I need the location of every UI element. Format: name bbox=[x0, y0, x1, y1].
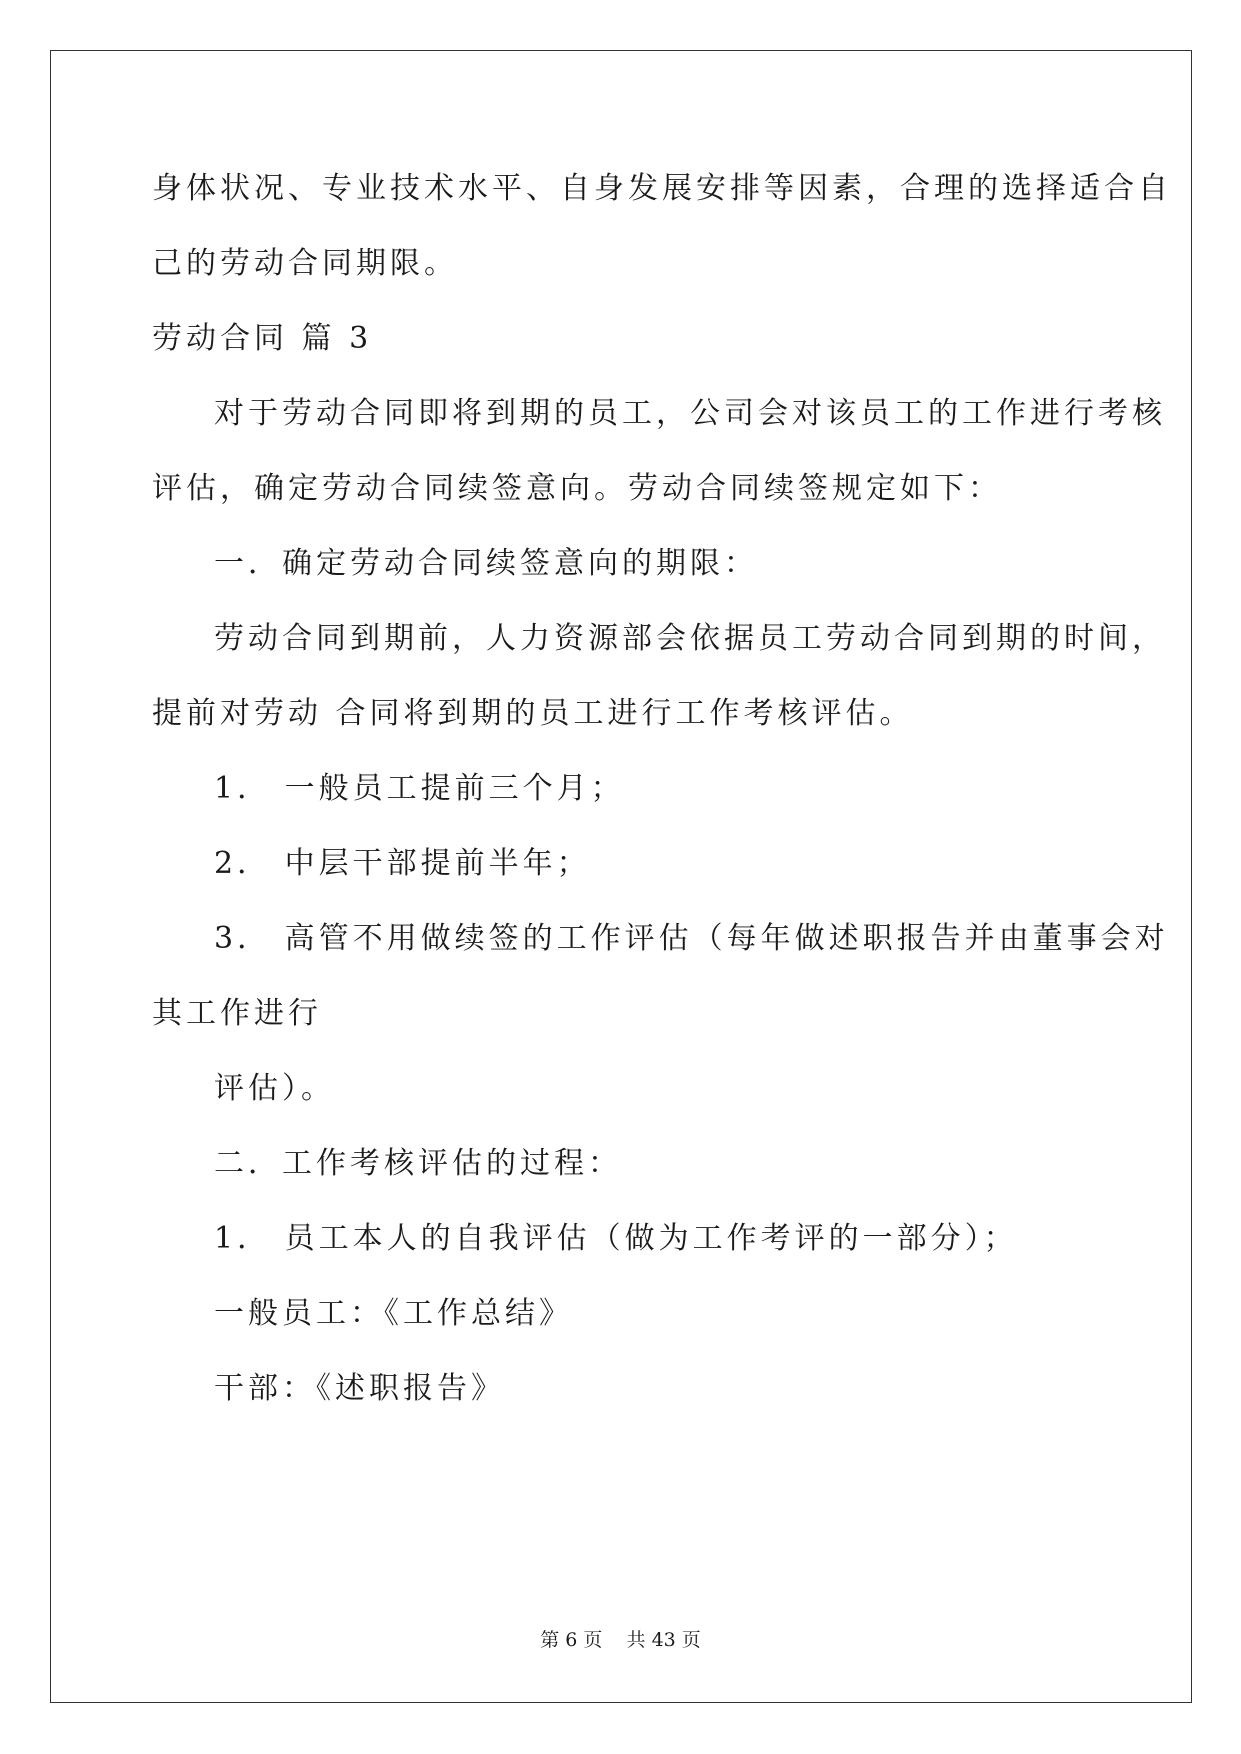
list-item-1: 1． 一般员工提前三个月； bbox=[214, 771, 625, 806]
list-item-3: 3． 高管不用做续签的工作评估（每年做述职报告并由董事会对 bbox=[214, 921, 1169, 956]
cadre-doc-line: 干部：《述职报告》 bbox=[214, 1371, 505, 1406]
body-line-3: 对于劳动合同即将到期的员工，公司会对该员工的工作进行考核 bbox=[214, 396, 1166, 431]
list-item-4: 1． 员工本人的自我评估（做为工作考评的一部分）； bbox=[214, 1221, 1018, 1256]
list-item-2: 2． 中层干部提前半年； bbox=[214, 846, 591, 881]
body-line-4: 评估，确定劳动合同续签意向。劳动合同续签规定如下： bbox=[152, 471, 1002, 506]
section-heading: 劳动合同 篇 3 bbox=[152, 321, 373, 356]
list-item-3-end: 评估）。 bbox=[214, 1071, 335, 1106]
staff-doc-line: 一般员工：《工作总结》 bbox=[214, 1296, 573, 1331]
subheading-one: 一．确定劳动合同续签意向的期限： bbox=[214, 546, 758, 581]
subheading-two: 二．工作考核评估的过程： bbox=[214, 1146, 622, 1181]
body-line-2: 己的劳动合同期限。 bbox=[152, 246, 458, 281]
body-line-5: 劳动合同到期前，人力资源部会依据员工劳动合同到期的时间， bbox=[214, 621, 1166, 656]
body-line-6: 提前对劳动 合同将到期的员工进行工作考核评估。 bbox=[152, 696, 914, 731]
list-item-3-cont: 其工作进行 bbox=[152, 996, 322, 1031]
body-line-1: 身体状况、专业技术水平、自身发展安排等因素，合理的选择适合自 bbox=[152, 171, 1172, 206]
page-number: 第 6 页 共 43 页 bbox=[540, 1629, 701, 1651]
